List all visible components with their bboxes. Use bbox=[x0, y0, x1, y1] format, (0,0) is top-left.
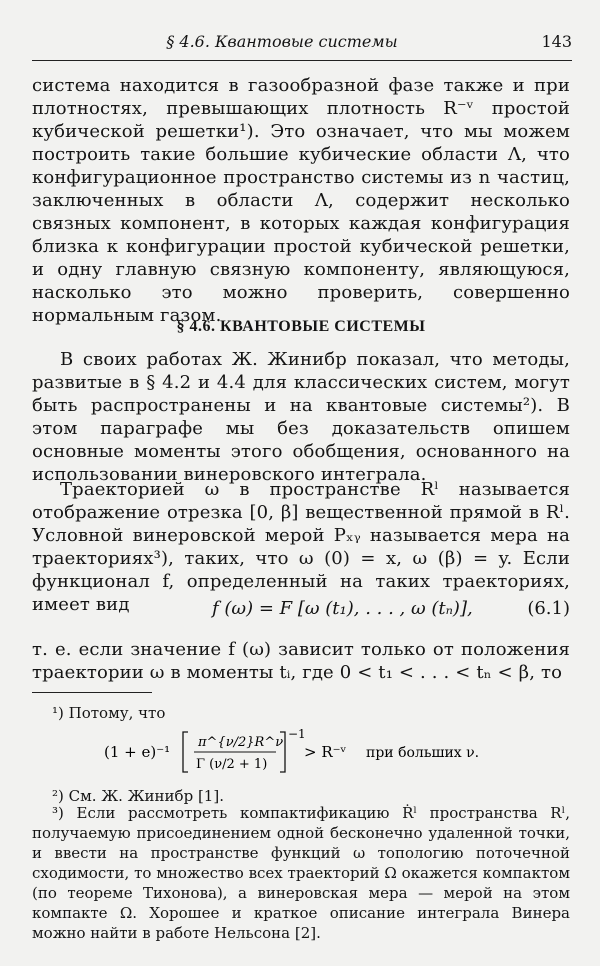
paragraph-1: система находится в газообразной фазе также и при плотностях, превышающих плотность R⁻ᵛ простой кубической решетки¹). Это означает, что мы можем построить такие большие кубические области Λ, что конфигурационное пространство системы из n частиц, заключенных в области Λ, содержит несколько связных компонент, в которых каждая конфигурация близка к конфигурации простой кубической решетки, и одну главную связную компоненту, являющуюся, насколько это можно проверить, совершенно нормальным газом. bbox=[32, 75, 570, 326]
footnote-3: ³) Если рассмотреть компактификацию Ṙˡ пространства Rˡ, получаемую присоединением одной бесконечно удаленной точки, и ввести на пространстве функций ω топологию поточечной сходимости, то множество всех траекторий Ω окажется компактом (по теореме Тихонова), а винеровская мера — мерой на этом компакте Ω. Хорошее и краткое описание интеграла Винера можно найти в работе Нельсона [2]. bbox=[32, 804, 570, 942]
running-header bbox=[32, 30, 572, 54]
footnote-1: ¹) Потому, что bbox=[52, 704, 166, 722]
formula-tail: при больших ν. bbox=[366, 745, 480, 761]
paragraph-2: В своих работах Ж. Жинибр показал, что методы, развитые в § 4.2 и 4.4 для классических систем, могут быть распространены и на квантовые системы²). В этом параграфе мы без доказательств опишем основные моменты этого обобщения, основанного на использовании винеровского интеграла. bbox=[32, 349, 570, 485]
running-title: § 4.6. Квантовые системы bbox=[166, 32, 398, 51]
formula-numerator: π^{ν/2}R^ν bbox=[198, 735, 284, 750]
paragraph-3: Траекторией ω в пространстве Rˡ называется отображение отрезка [0, β] вещественной прямой в Rˡ. Условной винеровской мерой Pₓᵧ называется мера на траекториях³), таких, что ω (0) = x, ω (β) = y. Если функционал f, определенный на таких траекториях, имеет вид bbox=[32, 479, 570, 615]
header-rule bbox=[32, 60, 572, 61]
equation-6-1 bbox=[32, 598, 570, 624]
formula-power: −1 bbox=[288, 727, 306, 741]
page-number: 143 bbox=[541, 32, 572, 51]
formula-denominator: Γ (ν/2 + 1) bbox=[196, 757, 268, 772]
paragraph-4: т. е. если значение f (ω) зависит только от положения траектории ω в моменты tᵢ, где 0 < t₁ < . . . < tₙ < β, то bbox=[32, 639, 570, 683]
equation-number: (6.1) bbox=[527, 598, 570, 619]
formula-left: (1 + e)⁻¹ bbox=[104, 743, 171, 761]
footnote-rule bbox=[32, 692, 152, 693]
footnote-2: ²) См. Ж. Жинибр [1]. bbox=[52, 787, 224, 805]
footnote-1-formula bbox=[104, 724, 534, 780]
equation-expression: f (ω) = F [ω (t₁), . . . , ω (tₙ)], bbox=[212, 598, 473, 619]
formula-right: > R⁻ᵛ bbox=[304, 743, 347, 761]
left-bracket bbox=[183, 732, 188, 772]
section-heading: § 4.6. КВАНТОВЫЕ СИСТЕМЫ bbox=[176, 318, 426, 335]
